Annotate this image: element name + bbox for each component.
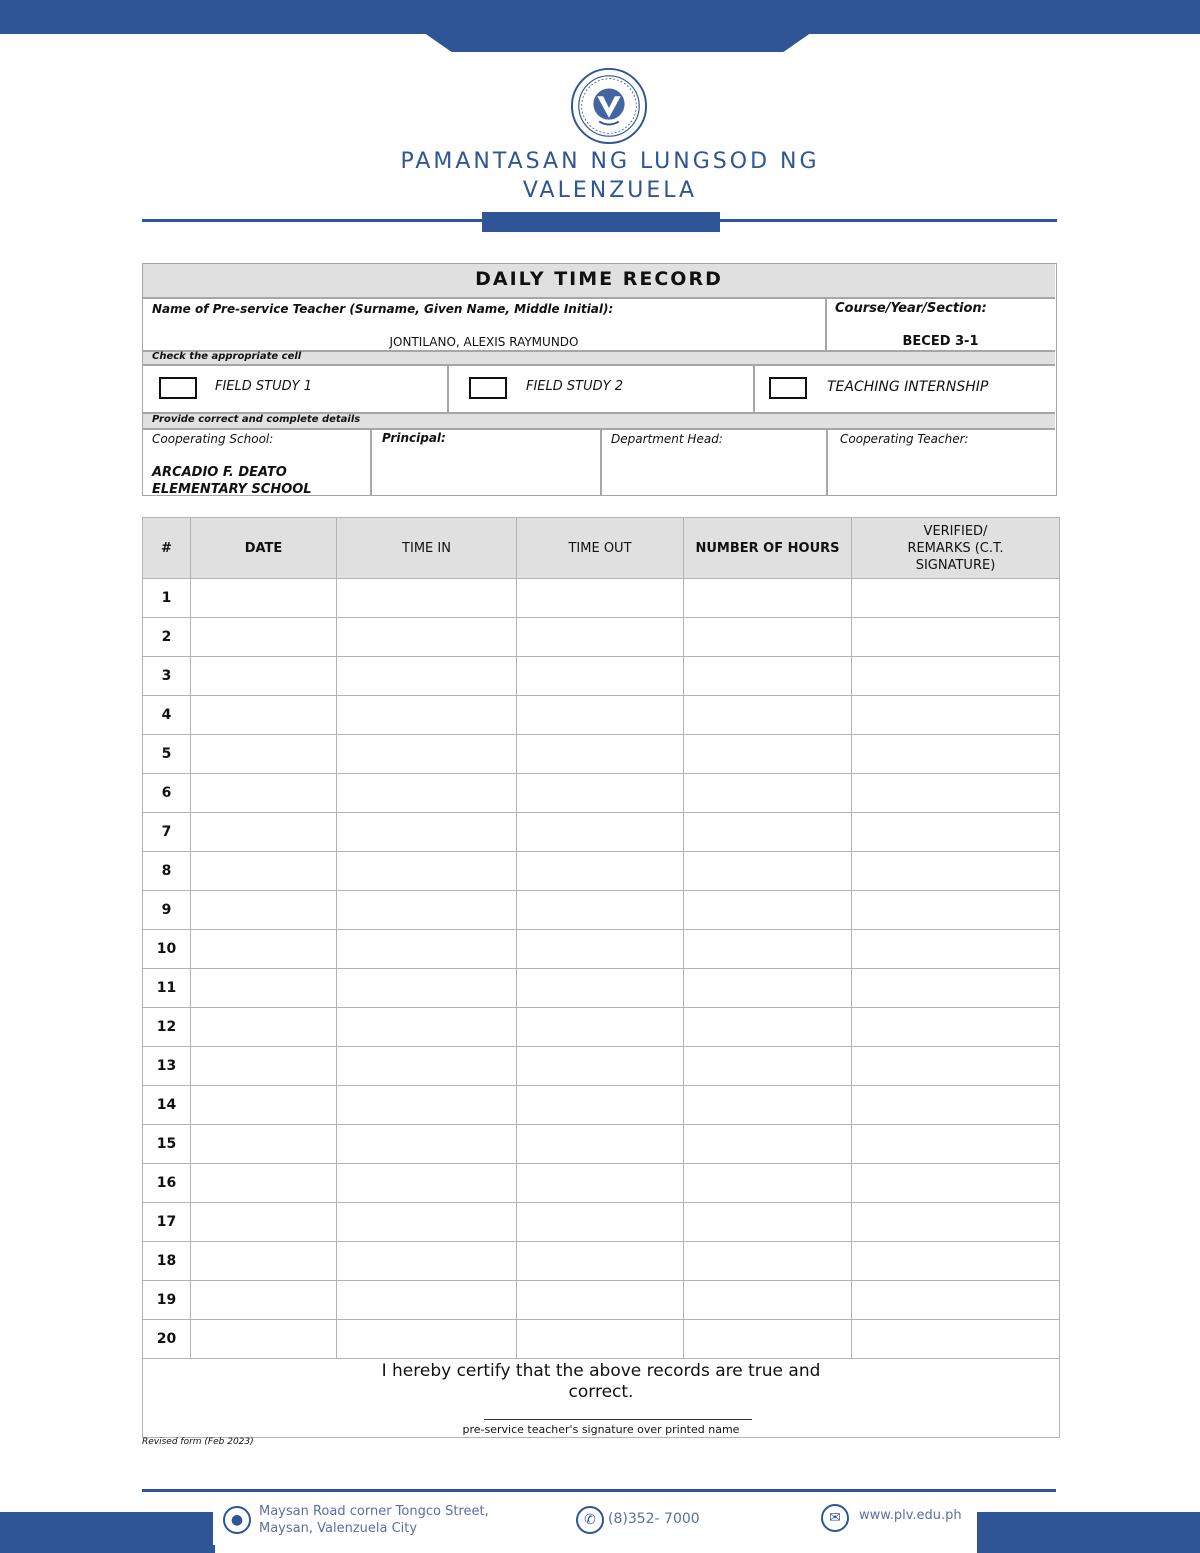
row-number: 13 [143, 1047, 191, 1086]
time-in-cell[interactable] [337, 1008, 517, 1047]
remarks-cell[interactable] [852, 1008, 1060, 1047]
hours-cell[interactable] [684, 1047, 852, 1086]
location-pin-icon: ● [223, 1506, 251, 1534]
top-banner [0, 0, 1200, 34]
table-row [143, 852, 1060, 891]
time-out-cell[interactable] [517, 774, 684, 813]
hours-cell[interactable] [684, 813, 852, 852]
form-header-box [142, 263, 1057, 496]
time-out-cell[interactable] [517, 1125, 684, 1164]
time-out-cell[interactable] [517, 930, 684, 969]
name-label: Name of Pre-service Teacher (Surname, Given Name, Middle Initial): [152, 302, 614, 316]
time-in-cell[interactable] [337, 735, 517, 774]
col-number-header: # [143, 518, 191, 579]
time-in-cell[interactable] [337, 618, 517, 657]
field-study-1-label: FIELD STUDY 1 [215, 379, 312, 394]
hours-cell[interactable] [684, 891, 852, 930]
row-number: 11 [143, 969, 191, 1008]
course-label: Course/Year/Section: [835, 301, 987, 316]
field-study-2-checkbox[interactable] [469, 377, 507, 399]
time-in-cell[interactable] [337, 891, 517, 930]
remarks-cell[interactable] [852, 579, 1060, 618]
principal-label: Principal: [382, 431, 446, 445]
time-out-cell[interactable] [517, 696, 684, 735]
table-row [143, 1164, 1060, 1203]
hours-cell[interactable] [684, 1281, 852, 1320]
divider [143, 364, 1055, 366]
date-cell[interactable] [191, 1242, 337, 1281]
date-cell[interactable] [191, 1047, 337, 1086]
table-row [143, 930, 1060, 969]
footer-rule [142, 1489, 1056, 1492]
time-out-cell[interactable] [517, 1281, 684, 1320]
divider [447, 364, 449, 412]
time-out-cell[interactable] [517, 813, 684, 852]
row-number: 4 [143, 696, 191, 735]
header-rule-left [142, 219, 482, 222]
time-in-cell[interactable] [337, 1086, 517, 1125]
col-remarks-header [852, 518, 1060, 579]
table-row [143, 1125, 1060, 1164]
header-rule-right [720, 219, 1057, 222]
table-row [143, 1086, 1060, 1125]
table-row [143, 1320, 1060, 1359]
date-cell[interactable] [191, 891, 337, 930]
remarks-cell[interactable] [852, 891, 1060, 930]
cooperating-teacher-label: Cooperating Teacher: [840, 432, 969, 446]
remarks-cell[interactable] [852, 1086, 1060, 1125]
signature-line[interactable] [484, 1419, 752, 1420]
table-row [143, 1047, 1060, 1086]
time-in-cell[interactable] [337, 579, 517, 618]
divider [826, 428, 828, 496]
col-date-header: DATE [191, 518, 337, 579]
row-number: 5 [143, 735, 191, 774]
hours-cell[interactable] [684, 618, 852, 657]
time-out-cell[interactable] [517, 1086, 684, 1125]
time-in-cell[interactable] [337, 969, 517, 1008]
table-row [143, 969, 1060, 1008]
signature-label: pre-service teacher's signature over printed name [462, 1423, 740, 1436]
row-number: 15 [143, 1125, 191, 1164]
top-banner-tab [420, 30, 815, 52]
hours-cell[interactable] [684, 579, 852, 618]
remarks-cell[interactable] [852, 696, 1060, 735]
table-row [143, 1203, 1060, 1242]
date-cell[interactable] [191, 1320, 337, 1359]
date-cell[interactable] [191, 852, 337, 891]
date-cell[interactable] [191, 1125, 337, 1164]
time-out-cell[interactable] [517, 735, 684, 774]
table-row [143, 891, 1060, 930]
footer-address [259, 1503, 489, 1537]
divider [143, 428, 1055, 430]
remarks-header-line: VERIFIED/ [923, 523, 988, 539]
time-out-cell[interactable] [517, 1320, 684, 1359]
remarks-cell[interactable] [852, 1203, 1060, 1242]
table-row [143, 579, 1060, 618]
time-out-cell[interactable] [517, 891, 684, 930]
hours-cell[interactable] [684, 930, 852, 969]
time-in-cell[interactable] [337, 930, 517, 969]
date-cell[interactable] [191, 813, 337, 852]
date-cell[interactable] [191, 1281, 337, 1320]
remarks-cell[interactable] [852, 813, 1060, 852]
date-cell[interactable] [191, 1008, 337, 1047]
footer-band-left [0, 1512, 215, 1553]
date-cell[interactable] [191, 1164, 337, 1203]
table-row [143, 1008, 1060, 1047]
revised-note: Revised form (Feb 2023) [142, 1437, 254, 1447]
remarks-cell[interactable] [852, 1242, 1060, 1281]
hours-cell[interactable] [684, 1320, 852, 1359]
remarks-cell[interactable] [852, 1320, 1060, 1359]
divider [600, 428, 602, 496]
university-name-line1: PAMANTASAN NG LUNGSOD NG [400, 149, 820, 174]
remarks-cell[interactable] [852, 969, 1060, 1008]
time-out-cell[interactable] [517, 1242, 684, 1281]
time-in-cell[interactable] [337, 1164, 517, 1203]
row-number: 10 [143, 930, 191, 969]
certification-cell [143, 1359, 1060, 1438]
hours-cell[interactable] [684, 1242, 852, 1281]
teaching-internship-checkbox[interactable] [769, 377, 807, 399]
hours-cell[interactable] [684, 657, 852, 696]
university-name [380, 147, 840, 205]
remarks-cell[interactable] [852, 852, 1060, 891]
remarks-header-line: REMARKS (C.T. [907, 540, 1004, 556]
certification-text [143, 1361, 1059, 1403]
table-row [143, 813, 1060, 852]
footer-band-right [977, 1512, 1200, 1553]
department-head-label: Department Head: [611, 432, 723, 446]
row-number: 9 [143, 891, 191, 930]
time-in-cell[interactable] [337, 774, 517, 813]
hours-cell[interactable] [684, 1164, 852, 1203]
remarks-cell[interactable] [852, 735, 1060, 774]
date-cell[interactable] [191, 657, 337, 696]
address-line: Maysan, Valenzuela City [259, 1521, 418, 1536]
time-out-cell[interactable] [517, 618, 684, 657]
hours-cell[interactable] [684, 969, 852, 1008]
hours-cell[interactable] [684, 852, 852, 891]
row-number: 19 [143, 1281, 191, 1320]
time-out-cell[interactable] [517, 969, 684, 1008]
time-in-cell[interactable] [337, 1242, 517, 1281]
col-time-out-header: TIME OUT [517, 518, 684, 579]
row-number: 20 [143, 1320, 191, 1359]
table-row [143, 1242, 1060, 1281]
school-value-line1[interactable]: ARCADIO F. DEATO [152, 465, 287, 480]
row-number: 6 [143, 774, 191, 813]
time-in-cell[interactable] [337, 1203, 517, 1242]
footer-website[interactable]: www.plv.edu.ph [859, 1508, 962, 1523]
date-cell[interactable] [191, 1086, 337, 1125]
hours-cell[interactable] [684, 696, 852, 735]
course-value[interactable]: BECED 3-1 [902, 334, 979, 349]
remarks-cell[interactable] [852, 1281, 1060, 1320]
row-number: 3 [143, 657, 191, 696]
remarks-cell[interactable] [852, 1047, 1060, 1086]
date-cell[interactable] [191, 696, 337, 735]
name-value[interactable]: JONTILANO, ALEXIS RAYMUNDO [389, 335, 579, 349]
date-cell[interactable] [191, 618, 337, 657]
row-number: 18 [143, 1242, 191, 1281]
divider [753, 364, 755, 412]
table-row [143, 696, 1060, 735]
date-cell[interactable] [191, 930, 337, 969]
time-in-cell[interactable] [337, 1047, 517, 1086]
time-record-table [142, 517, 1060, 1438]
form-title: DAILY TIME RECORD [475, 268, 723, 290]
remarks-cell[interactable] [852, 930, 1060, 969]
divider [370, 428, 372, 496]
field-study-2-label: FIELD STUDY 2 [526, 379, 623, 394]
hours-cell[interactable] [684, 774, 852, 813]
time-out-cell[interactable] [517, 1203, 684, 1242]
row-number: 2 [143, 618, 191, 657]
hours-cell[interactable] [684, 1203, 852, 1242]
date-cell[interactable] [191, 1203, 337, 1242]
table-row [143, 657, 1060, 696]
divider [143, 297, 1055, 299]
table-row [143, 735, 1060, 774]
table-row [143, 1359, 1060, 1438]
row-number: 16 [143, 1164, 191, 1203]
field-study-1-checkbox[interactable] [159, 377, 197, 399]
header-rule-block [482, 212, 720, 232]
email-icon: ✉ [821, 1504, 849, 1532]
phone-icon: ✆ [576, 1506, 604, 1534]
table-row [143, 618, 1060, 657]
check-label: Check the appropriate cell [152, 351, 302, 362]
col-hours-header: NUMBER OF HOURS [684, 518, 852, 579]
table-row [143, 774, 1060, 813]
remarks-cell[interactable] [852, 618, 1060, 657]
remarks-cell[interactable] [852, 1125, 1060, 1164]
time-out-cell[interactable] [517, 579, 684, 618]
hours-cell[interactable] [684, 735, 852, 774]
time-in-cell[interactable] [337, 1320, 517, 1359]
date-cell[interactable] [191, 735, 337, 774]
university-name-line2: VALENZUELA [522, 178, 698, 203]
footer-contact-bar [213, 1495, 977, 1545]
details-label: Provide correct and complete details [152, 414, 361, 425]
time-in-cell[interactable] [337, 852, 517, 891]
row-number: 7 [143, 813, 191, 852]
date-cell[interactable] [191, 579, 337, 618]
time-in-cell[interactable] [337, 1125, 517, 1164]
time-in-cell[interactable] [337, 696, 517, 735]
remarks-cell[interactable] [852, 1164, 1060, 1203]
time-out-cell[interactable] [517, 657, 684, 696]
row-number: 12 [143, 1008, 191, 1047]
university-seal-logo [570, 67, 648, 145]
table-header-row [143, 518, 1060, 579]
remarks-header-line: SIGNATURE) [915, 557, 996, 573]
hours-cell[interactable] [684, 1008, 852, 1047]
row-number: 17 [143, 1203, 191, 1242]
row-number: 1 [143, 579, 191, 618]
school-value-line2[interactable]: ELEMENTARY SCHOOL [152, 482, 312, 497]
remarks-cell[interactable] [852, 774, 1060, 813]
certification-line: I hereby certify that the above records are true and [381, 1361, 821, 1381]
date-cell[interactable] [191, 969, 337, 1008]
row-number: 14 [143, 1086, 191, 1125]
time-out-cell[interactable] [517, 1008, 684, 1047]
table-row [143, 1281, 1060, 1320]
time-out-cell[interactable] [517, 1164, 684, 1203]
hours-cell[interactable] [684, 1125, 852, 1164]
time-in-cell[interactable] [337, 657, 517, 696]
footer-phone: (8)352- 7000 [608, 1511, 700, 1527]
date-cell[interactable] [191, 774, 337, 813]
address-line: Maysan Road corner Tongco Street, [259, 1504, 489, 1519]
time-out-cell[interactable] [517, 1047, 684, 1086]
col-time-in-header: TIME IN [337, 518, 517, 579]
time-in-cell[interactable] [337, 813, 517, 852]
row-number: 8 [143, 852, 191, 891]
certification-line: correct. [568, 1382, 634, 1402]
time-out-cell[interactable] [517, 852, 684, 891]
hours-cell[interactable] [684, 1086, 852, 1125]
time-in-cell[interactable] [337, 1281, 517, 1320]
school-label: Cooperating School: [152, 432, 274, 446]
remarks-cell[interactable] [852, 657, 1060, 696]
teaching-internship-label: TEACHING INTERNSHIP [827, 379, 989, 395]
